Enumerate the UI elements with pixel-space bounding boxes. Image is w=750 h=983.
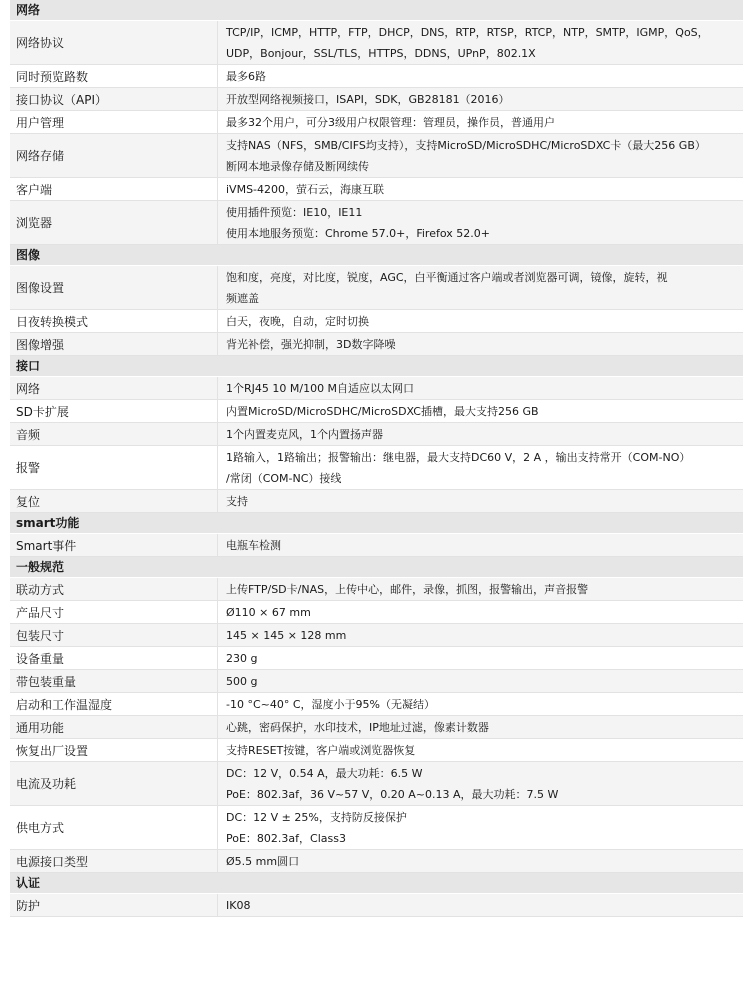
spec-value-line: PoE：802.3af，36 V~57 V，0.20 A~0.13 A，最大功耗：7.5 W [226, 787, 559, 801]
spec-row [10, 806, 743, 850]
spec-row [10, 578, 743, 601]
spec-label: 网络存储 [10, 134, 218, 177]
spec-label: SD卡扩展 [10, 400, 218, 422]
spec-value [218, 178, 743, 200]
spec-value-line: UDP，Bonjour，SSL/TLS，HTTPS，DDNS，UPnP，802.1X [226, 46, 536, 60]
spec-label: 报警 [10, 446, 218, 489]
spec-value-line: 上传FTP/SD卡/NAS，上传中心，邮件，录像，抓图，报警输出，声音报警 [226, 582, 589, 596]
spec-label: 恢复出厂设置 [10, 739, 218, 761]
spec-label: 复位 [10, 490, 218, 512]
spec-label: 浏览器 [10, 201, 218, 244]
spec-value-line: 使用插件预览：IE10，IE11 [226, 205, 363, 219]
spec-label: 联动方式 [10, 578, 218, 600]
spec-value-line: 频遮盖 [226, 291, 259, 305]
spec-row [10, 693, 743, 716]
spec-value [218, 534, 743, 556]
spec-row [10, 850, 743, 873]
spec-value [218, 739, 743, 761]
spec-value-line: 1路输入，1路输出；报警输出：继电器，最大支持DC60 V，2 A ，输出支持常开（COM-NO） [226, 450, 691, 464]
spec-row [10, 266, 743, 310]
section-header: 接口 [10, 356, 743, 377]
spec-label: 包装尺寸 [10, 624, 218, 646]
spec-value-line: 断网本地录像存储及断网续传 [226, 159, 369, 173]
spec-value [218, 624, 743, 646]
spec-row [10, 670, 743, 693]
spec-value [218, 266, 743, 309]
spec-label: Smart事件 [10, 534, 218, 556]
spec-value-line: 支持RESET按键，客户端或浏览器恢复 [226, 743, 416, 757]
spec-label: 带包装重量 [10, 670, 218, 692]
spec-label: 客户端 [10, 178, 218, 200]
spec-label: 网络协议 [10, 21, 218, 64]
spec-value [218, 333, 743, 355]
spec-value-line: 使用本地服务预览：Chrome 57.0+，Firefox 52.0+ [226, 226, 490, 240]
spec-row [10, 446, 743, 490]
spec-value-line: DC：12 V ± 25%，支持防反接保护 [226, 810, 407, 824]
spec-value [218, 850, 743, 872]
spec-value [218, 310, 743, 332]
spec-value [218, 111, 743, 133]
spec-table [10, 0, 743, 917]
spec-value [218, 423, 743, 445]
spec-label: 启动和工作温湿度 [10, 693, 218, 715]
spec-label: 供电方式 [10, 806, 218, 849]
spec-value-line: 230 g [226, 651, 258, 665]
spec-row [10, 894, 743, 917]
spec-value-line: 饱和度，亮度，对比度，锐度，AGC，白平衡通过客户端或者浏览器可调，镜像，旋转，视 [226, 270, 668, 284]
spec-value [218, 88, 743, 110]
spec-row [10, 111, 743, 134]
spec-value [218, 894, 743, 916]
spec-value-line: 支持NAS（NFS，SMB/CIFS均支持），支持MicroSD/MicroSDHC/MicroSDXC卡（最大256 GB） [226, 138, 706, 152]
spec-value-line: TCP/IP，ICMP，HTTP，FTP，DHCP，DNS，RTP，RTSP，RTCP，NTP，SMTP，IGMP，QoS， [226, 25, 709, 39]
spec-row [10, 762, 743, 806]
spec-label: 用户管理 [10, 111, 218, 133]
spec-value-line: PoE：802.3af，Class3 [226, 831, 346, 845]
spec-label: 产品尺寸 [10, 601, 218, 623]
spec-value [218, 377, 743, 399]
spec-value-line: 内置MicroSD/MicroSDHC/MicroSDXC插槽，最大支持256 GB [226, 404, 539, 418]
spec-label: 防护 [10, 894, 218, 916]
spec-value-line: IK08 [226, 898, 251, 912]
spec-value [218, 806, 743, 849]
spec-value [218, 21, 743, 64]
spec-row [10, 624, 743, 647]
spec-row [10, 534, 743, 557]
spec-label: 图像设置 [10, 266, 218, 309]
spec-value-line: 145 × 145 × 128 mm [226, 628, 347, 642]
spec-row [10, 490, 743, 513]
spec-row [10, 178, 743, 201]
section-header: 认证 [10, 873, 743, 894]
section-header: 一般规范 [10, 557, 743, 578]
spec-row [10, 134, 743, 178]
spec-row [10, 716, 743, 739]
spec-value-line: 开放型网络视频接口，ISAPI，SDK，GB28181（2016） [226, 92, 510, 106]
spec-row [10, 310, 743, 333]
spec-value-line: 支持 [226, 494, 248, 508]
spec-row [10, 423, 743, 446]
spec-value [218, 762, 743, 805]
spec-value [218, 647, 743, 669]
spec-row [10, 647, 743, 670]
spec-label: 音频 [10, 423, 218, 445]
spec-row [10, 333, 743, 356]
spec-value-line: 白天，夜晚，自动，定时切换 [226, 314, 369, 328]
spec-value [218, 578, 743, 600]
spec-value-line: 500 g [226, 674, 258, 688]
spec-value-line: Ø110 × 67 mm [226, 605, 311, 619]
spec-value-line: 1个RJ45 10 M/100 M自适应以太网口 [226, 381, 415, 395]
spec-value [218, 201, 743, 244]
spec-label: 电源接口类型 [10, 850, 218, 872]
spec-label: 设备重量 [10, 647, 218, 669]
spec-row [10, 21, 743, 65]
spec-row [10, 65, 743, 88]
spec-label: 图像增强 [10, 333, 218, 355]
spec-row [10, 739, 743, 762]
spec-label: 通用功能 [10, 716, 218, 738]
spec-row [10, 88, 743, 111]
spec-label: 电流及功耗 [10, 762, 218, 805]
spec-value [218, 400, 743, 422]
spec-value-line: 1个内置麦克风，1个内置扬声器 [226, 427, 383, 441]
spec-value-line: 最多6路 [226, 69, 266, 83]
spec-value [218, 446, 743, 489]
spec-row [10, 201, 743, 245]
spec-value [218, 716, 743, 738]
spec-row [10, 601, 743, 624]
spec-value-line: /常闭（COM-NC）接线 [226, 471, 342, 485]
section-header: 图像 [10, 245, 743, 266]
spec-label: 接口协议（API） [10, 88, 218, 110]
spec-label: 同时预览路数 [10, 65, 218, 87]
spec-value [218, 693, 743, 715]
section-header: 网络 [10, 0, 743, 21]
spec-value-line: 背光补偿，强光抑制，3D数字降噪 [226, 337, 396, 351]
spec-value [218, 490, 743, 512]
spec-value [218, 65, 743, 87]
spec-label: 日夜转换模式 [10, 310, 218, 332]
spec-value [218, 670, 743, 692]
spec-row [10, 377, 743, 400]
spec-value-line: Ø5.5 mm圆口 [226, 854, 300, 868]
spec-row [10, 400, 743, 423]
spec-value-line: -10 °C~40° C，湿度小于95%（无凝结） [226, 697, 435, 711]
spec-value [218, 601, 743, 623]
spec-value-line: 最多32个用户，可分3级用户权限管理：管理员，操作员，普通用户 [226, 115, 555, 129]
spec-value [218, 134, 743, 177]
spec-value-line: 心跳，密码保护，水印技术，IP地址过滤，像素计数器 [226, 720, 489, 734]
spec-value-line: iVMS-4200，萤石云，海康互联 [226, 182, 385, 196]
spec-value-line: DC：12 V，0.54 A，最大功耗：6.5 W [226, 766, 423, 780]
spec-value-line: 电瓶车检测 [226, 538, 281, 552]
section-header: smart功能 [10, 513, 743, 534]
spec-label: 网络 [10, 377, 218, 399]
